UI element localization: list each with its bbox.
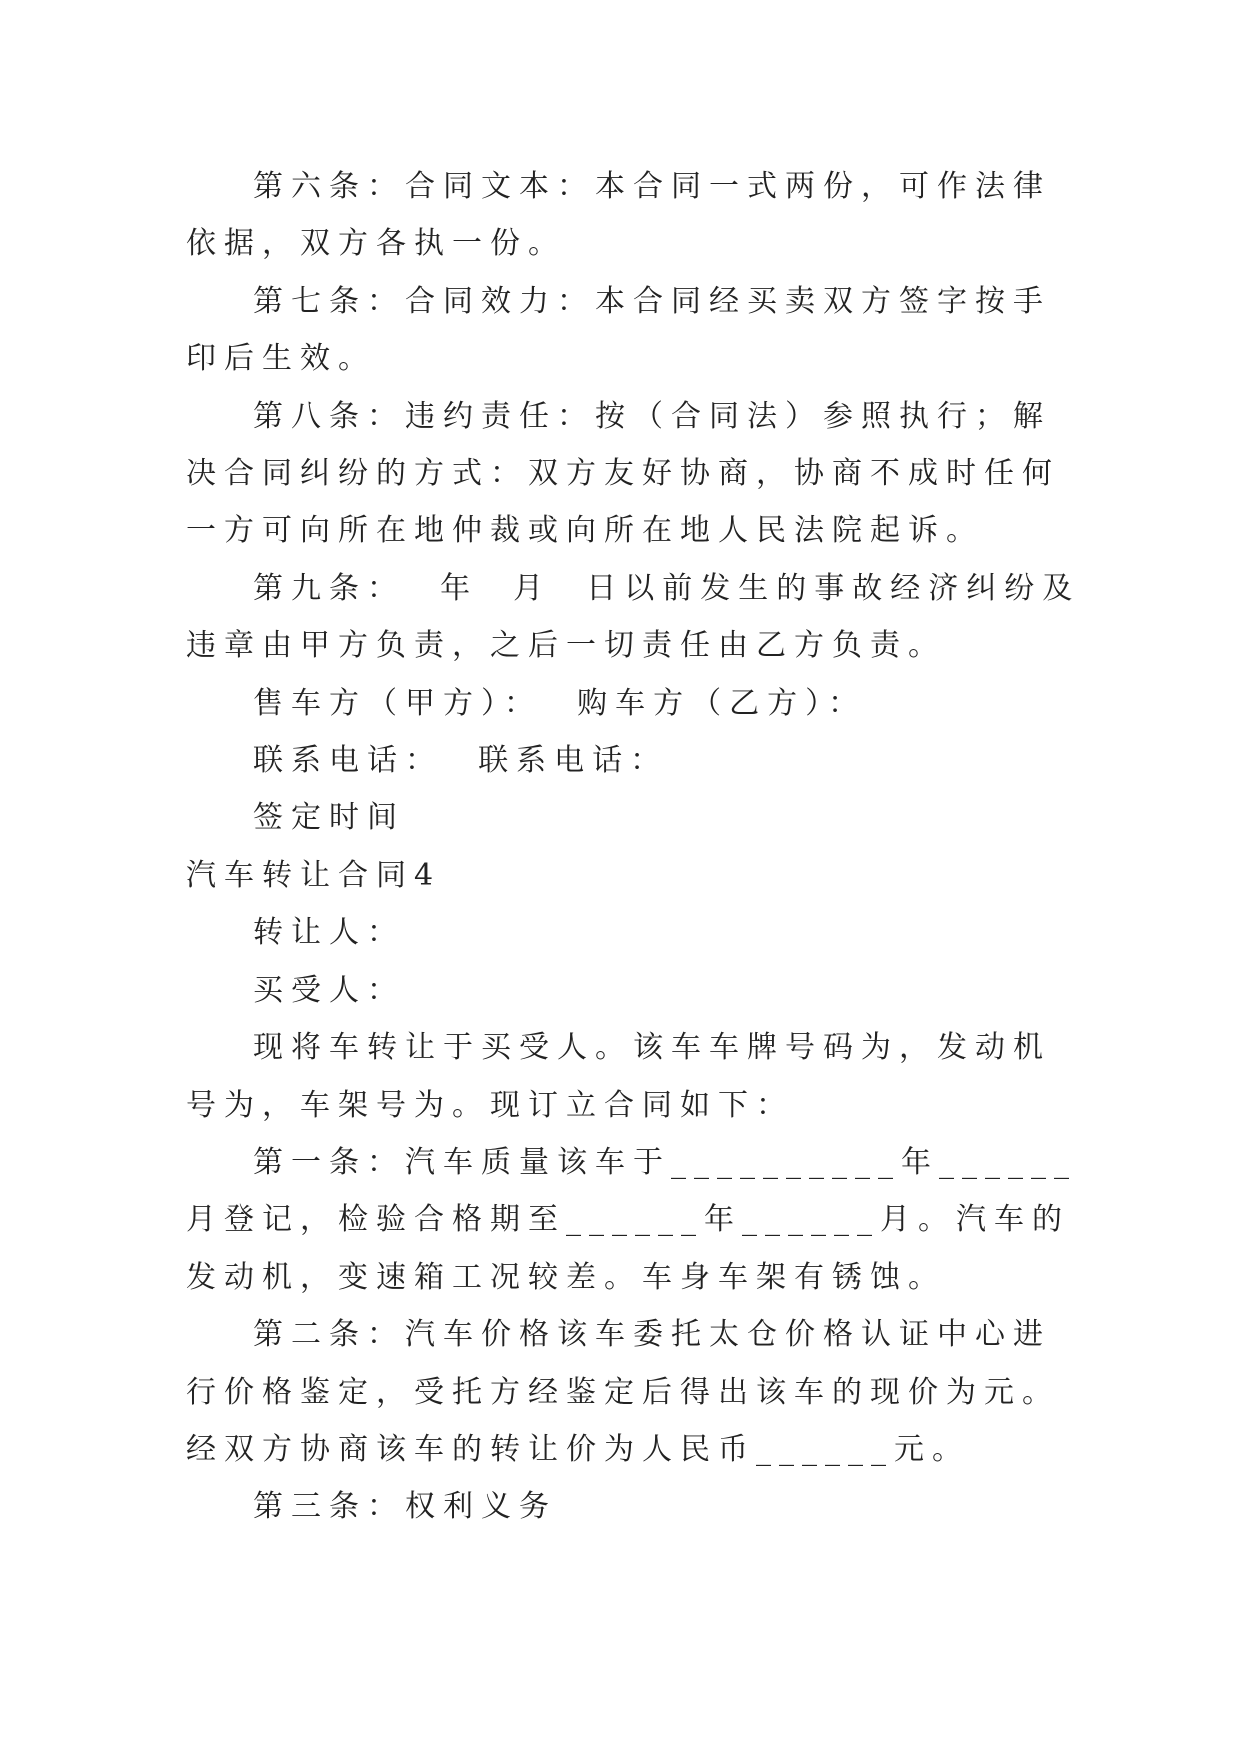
article-7-paragraph: 第七条：合同效力：本合同经买卖双方签字按手印后生效。 xyxy=(186,283,1051,377)
document-body xyxy=(186,158,1086,1536)
clause-1-paragraph: 第一条：汽车质量该车于__________年______月登记，检验合格期至______年______月。汽车的发动机，变速箱工况较差。车身车架有锈蚀。 xyxy=(186,1144,1077,1295)
transferor-line: 转让人： xyxy=(253,915,405,951)
article-8-paragraph: 第八条：违约责任：按（合同法）参照执行；解决合同纠纷的方式：双方友好协商，协商不成时任何一方可向所在地仲裁或向所在地人民法院起诉。 xyxy=(186,398,1060,549)
contract-4-title: 汽车转让合同4 xyxy=(186,857,442,893)
clause-2-paragraph: 第二条：汽车价格该车委托太仓价格认证中心进行价格鉴定，受托方经鉴定后得出该车的现价为元。经双方协商该车的转让价为人民币______元。 xyxy=(186,1317,1060,1467)
clause-3-paragraph: 第三条：权利义务 xyxy=(253,1489,557,1525)
buyer-line: 买受人： xyxy=(253,972,405,1008)
sign-date-line: 签定时间 xyxy=(253,800,405,836)
intro-paragraph: 现将车转让于买受人。该车车牌号码为，发动机号为，车架号为。现订立合同如下： xyxy=(186,1030,1051,1123)
article-9-paragraph: 第九条： 年 月 日以前发生的事故经济纠纷及违章由甲方负责，之后一切责任由乙方负责。 xyxy=(186,570,1081,664)
contact-phone-line: 联系电话： 联系电话： xyxy=(253,743,669,779)
article-6-paragraph: 第六条：合同文本：本合同一式两份，可作法律依据，双方各执一份。 xyxy=(186,169,1051,262)
seller-buyer-line: 售车方（甲方）： 购车方（乙方）： xyxy=(253,685,867,721)
